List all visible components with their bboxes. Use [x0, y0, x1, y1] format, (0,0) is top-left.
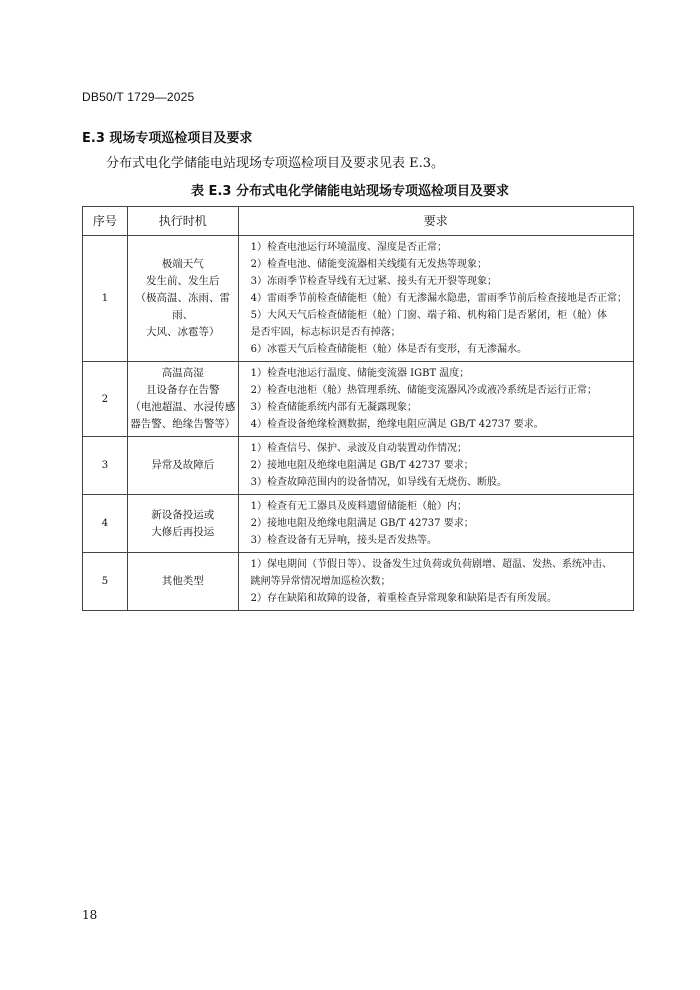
- execution-timing: [127, 236, 238, 362]
- timing-line: 高温高湿: [161, 367, 204, 379]
- section-title: E.3 现场专项巡检项目及要求: [82, 131, 253, 146]
- requirement-line: 3）检查设备有无异响，接头是否发热等。: [250, 535, 437, 546]
- table-header-row: [83, 207, 634, 236]
- row-number: 4: [83, 495, 128, 553]
- requirement-line: 1）保电期间（节假日等）、设备发生过负荷或负荷剧增、超温、发热、系统冲击、: [250, 559, 612, 570]
- header-no: 序号: [83, 207, 128, 236]
- document-code: DB50/T 1729—2025: [82, 90, 195, 104]
- requirement-line: 6）冰雹天气后检查储能柜（舱）体是否有变形，有无渗漏水。: [250, 344, 527, 355]
- requirement-line: 1）检查信号、保护、录波及自动装置动作情况；: [250, 443, 467, 454]
- requirements: [238, 495, 633, 553]
- timing-line: 发生前、发生后: [145, 275, 220, 287]
- requirement-line: 1）检查有无工器具及废料遗留储能柜（舱）内；: [250, 501, 467, 512]
- requirement-line: 3）冻雨季节检查导线有无过紧、接头有无开裂等现象；: [250, 276, 497, 287]
- requirement-line: 3）检查储能系统内部有无凝露现象；: [250, 402, 417, 413]
- timing-line: 极端天气: [161, 258, 204, 270]
- timing-line: 大修后再投运: [151, 525, 215, 538]
- table-row: [83, 495, 634, 553]
- timing-line: 且设备存在告警: [145, 384, 220, 396]
- requirement-line: 3）检查故障范围内的设备情况，如导线有无烧伤、断股。: [250, 477, 507, 488]
- timing-line: 新设备投运或: [151, 508, 215, 521]
- row-number: 3: [83, 437, 128, 495]
- timing-line: 器告警、绝缘告警等）: [130, 418, 236, 430]
- page-number: 18: [82, 908, 98, 922]
- row-number: 5: [83, 553, 128, 611]
- requirements: [238, 437, 633, 495]
- requirements: [238, 236, 633, 362]
- requirement-line: 1）检查电池运行环境温度、湿度是否正常；: [250, 242, 447, 253]
- timing-line: 其他类型: [161, 575, 204, 587]
- execution-timing: [127, 362, 238, 437]
- table-row: [83, 236, 634, 362]
- timing-line: （电池超温、水浸传感: [130, 401, 236, 413]
- header-requirements: 要求: [238, 207, 633, 236]
- requirement-line: 2）接地电阻及绝缘电阻满足 GB/T 42737 要求；: [250, 460, 474, 471]
- timing-line: 异常及故障后: [151, 459, 215, 471]
- requirement-line: 2）检查电池、储能变流器相关线缆有无发热等现象；: [250, 259, 487, 270]
- execution-timing: [127, 553, 238, 611]
- requirement-line: 2）存在缺陷和故障的设备，着重检查异常现象和缺陷是否有所发展。: [250, 593, 557, 604]
- header-when: 执行时机: [127, 207, 238, 236]
- requirement-line: 4）雷雨季节前检查储能柜（舱）有无渗漏水隐患，雷雨季节前后检查接地是否正常；: [250, 293, 627, 304]
- table-body: [83, 236, 634, 611]
- timing-line: （极高温、冻雨、雷雨、: [135, 292, 230, 321]
- section-intro: 分布式电化学储能电站现场专项巡检项目及要求见表 E.3。: [106, 156, 445, 171]
- requirement-line: 4）检查设备绝缘检测数据，绝缘电阻应满足 GB/T 42737 要求。: [250, 419, 544, 430]
- requirements: [238, 553, 633, 611]
- requirements: [238, 362, 633, 437]
- inspection-table: [82, 206, 634, 611]
- requirement-line: 跳闸等异常情况增加巡检次数；: [250, 576, 391, 587]
- table-row: [83, 553, 634, 611]
- row-number: 2: [83, 362, 128, 437]
- requirement-line: 2）接地电阻及绝缘电阻满足 GB/T 42737 要求；: [250, 518, 474, 529]
- execution-timing: [127, 495, 238, 553]
- execution-timing: [127, 437, 238, 495]
- requirement-line: 5）大风天气后检查储能柜（舱）门窗、端子箱、机构箱门是否紧闭，柜（舱）体: [250, 310, 607, 321]
- table-row: [83, 362, 634, 437]
- requirement-line: 是否牢固，标志标识是否有掉落；: [250, 327, 401, 338]
- row-number: 1: [83, 236, 128, 362]
- table-caption: 表 E.3 分布式电化学储能电站现场专项巡检项目及要求: [191, 184, 509, 199]
- requirement-line: 1）检查电池运行温度、储能变流器 IGBT 温度；: [250, 368, 470, 379]
- timing-line: 大风、冰雹等）: [145, 326, 220, 338]
- requirement-line: 2）检查电池柜（舱）热管理系统、储能变流器风冷或液冷系统是否运行正常；: [250, 385, 597, 396]
- table-row: [83, 437, 634, 495]
